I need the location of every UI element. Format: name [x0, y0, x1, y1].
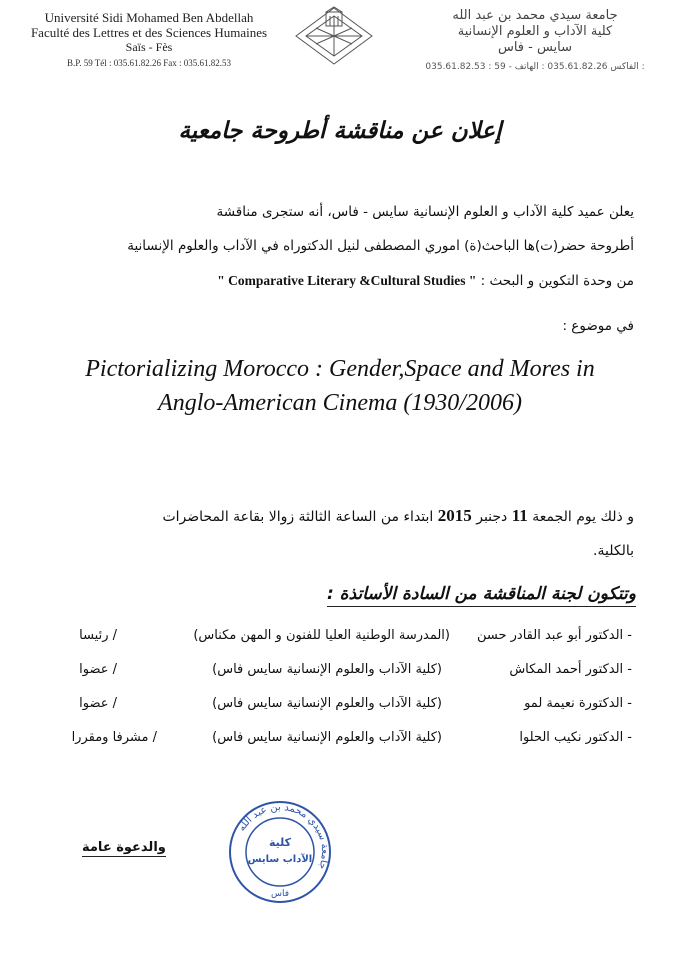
member-role: / عضوا: [79, 662, 117, 677]
member-institution: (كلية الآداب والعلوم الإنسانية سايس فاس): [212, 696, 442, 711]
header-arabic: [410, 8, 660, 74]
university-name-fr: Université Sidi Mohamed Ben Abdellah: [44, 10, 254, 25]
member-name: - الدكتورة نعيمة لمو: [524, 696, 632, 711]
schedule-prefix: و ذلك يوم الجمعة: [527, 509, 634, 525]
university-name-ar: جامعة سيدي محمد بن عبد الله: [452, 8, 618, 23]
body-line-3: [217, 270, 634, 292]
member-role: / عضوا: [79, 696, 117, 711]
member-institution: (كلية الآداب والعلوم الإنسانية سايس فاس): [212, 662, 442, 677]
header-french: [14, 10, 284, 70]
contact-ar: 035.61.82.53 : الفاكس 035.61.82.26 : الهاتف - 59 :: [425, 62, 645, 72]
stamp-center-line-1: كلية: [268, 836, 292, 849]
thesis-title-line-1: Pictorializing Morocco : Gender,Space and Mores in: [85, 356, 595, 382]
schedule-suffix: ابتداء من الساعة الثالثة زوالا بقاعة المحاضرات: [162, 509, 438, 525]
faculty-name-fr: Faculté des Lettres et des Sciences Humaines: [30, 25, 268, 40]
schedule-year: 2015: [437, 506, 472, 525]
body-line-4: في موضوع :: [562, 318, 634, 334]
member-name: - الدكتور نكيب الحلوا: [519, 730, 632, 745]
announcement-title: إعلان عن مناقشة أطروحة جامعية: [178, 118, 502, 144]
member-name: - الدكتور أحمد المكاش: [509, 662, 632, 677]
committee-member: [47, 662, 632, 684]
research-unit-label: من وحدة التكوين و البحث :: [476, 273, 634, 289]
stamp-bottom-text: فاس: [270, 889, 290, 899]
contact-fr: B.P. 59 Tél : 035.61.82.26 Fax : 035.61.82.53: [66, 58, 232, 68]
university-logo: [292, 6, 376, 66]
invitation-note: والدعوة عامة: [82, 840, 166, 855]
stamp-center-line-2: الآداب سايس: [247, 854, 313, 865]
schedule-month: دجنبر: [471, 509, 512, 525]
thesis-title: [40, 352, 640, 420]
city-ar: سايس - فاس: [497, 40, 573, 55]
committee-member: [47, 730, 632, 752]
member-institution: (المدرسة الوطنية العليا للفنون و المهن مكناس): [193, 628, 450, 643]
member-role: / رئيسا: [79, 628, 117, 643]
body-line-1: يعلن عميد كلية الآداب و العلوم الإنسانية سايس - فاس، أنه ستجرى مناقشة: [216, 204, 634, 220]
city-fr: Saïs - Fès: [125, 40, 173, 54]
research-unit-name: " Comparative Literary &Cultural Studies ": [217, 273, 477, 288]
committee-member: [47, 696, 632, 718]
schedule-line-1: [162, 505, 634, 528]
schedule-line-2: بالكلية.: [593, 543, 634, 559]
stamp-ring-text: جامعة سيدي محمد بن عبد الله: [236, 801, 331, 871]
body-line-2: أطروحة حضر(ت)ها الباحث(ة) اموري المصطفى لنيل الدكتوراه في الآداب والعلوم الإنسانية: [127, 238, 634, 254]
thesis-title-line-2: Anglo-American Cinema (1930/2006): [158, 390, 522, 416]
faculty-name-ar: كلية الآداب و العلوم الإنسانية: [457, 24, 613, 39]
committee-heading: وتتكون لجنة المناقشة من السادة الأساتذة :: [327, 584, 636, 607]
schedule-day: 11: [511, 506, 528, 525]
committee-member: [47, 628, 632, 650]
faculty-stamp: [228, 800, 332, 904]
member-name: - الدكتور أبو عبد القادر حسن: [476, 628, 632, 643]
member-role: / مشرفا ومقررا: [71, 730, 157, 745]
member-institution: (كلية الآداب والعلوم الإنسانية سايس فاس): [212, 730, 442, 745]
